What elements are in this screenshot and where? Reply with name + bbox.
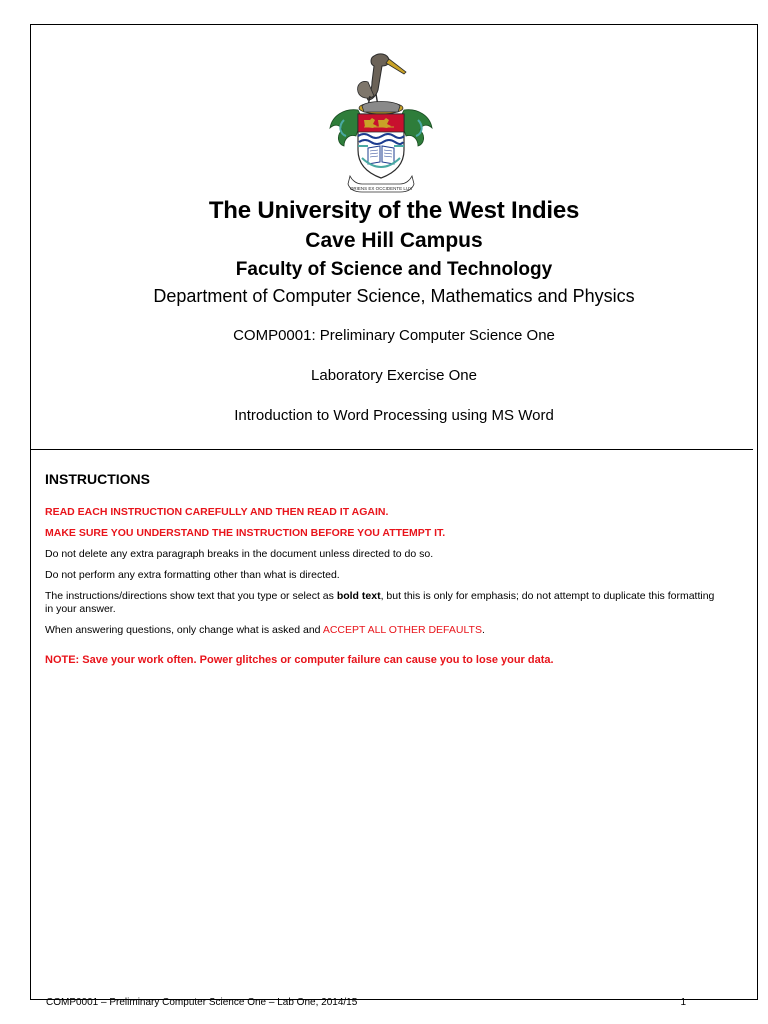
instruction-defaults-emphasis: ACCEPT ALL OTHER DEFAULTS: [322, 624, 482, 636]
instruction-bold-text-part2: , but this is only for emphasis; do not attempt to duplicate this formatting in your answer.: [45, 590, 715, 615]
university-crest-logo: [322, 50, 440, 196]
instruction-bold-text-part1: The instructions/directions show text that you type or select as: [45, 590, 337, 602]
university-title: The University of the West Indies: [208, 197, 580, 224]
footer-page-number: 1: [680, 997, 686, 1008]
instructions-heading: INSTRUCTIONS: [45, 471, 150, 487]
topic-title: Introduction to Word Processing using MS Word: [234, 407, 554, 424]
campus-title: Cave Hill Campus: [305, 229, 483, 252]
instruction-paragraph-breaks: Do not delete any extra paragraph breaks in the document unless directed to do so.: [45, 548, 434, 560]
instruction-understand: MAKE SURE YOU UNDERSTAND THE INSTRUCTION BEFORE YOU ATTEMPT IT.: [45, 527, 446, 539]
crest-motto: ORIENS EX OCCIDENTE LUX: [349, 186, 413, 191]
title-block: [31, 196, 757, 426]
instruction-defaults-part1: When answering questions, only change what is asked and: [45, 624, 323, 636]
section-divider: [31, 449, 753, 450]
lab-title: Laboratory Exercise One: [311, 367, 477, 384]
footer-course-label: COMP0001 – Preliminary Computer Science One – Lab One, 2014/15: [46, 997, 358, 1008]
course-title: COMP0001: Preliminary Computer Science One: [233, 327, 555, 344]
faculty-title: Faculty of Science and Technology: [235, 259, 553, 280]
instruction-extra-formatting: Do not perform any extra formatting other than what is directed.: [45, 569, 340, 581]
instruction-defaults: [45, 624, 725, 637]
instruction-defaults-part2: .: [481, 624, 485, 636]
instruction-bold-text: [45, 590, 725, 616]
instruction-bold-text-emphasis: bold text: [336, 590, 381, 602]
instruction-read-carefully: READ EACH INSTRUCTION CAREFULLY AND THEN READ IT AGAIN.: [45, 506, 389, 518]
save-work-note: NOTE: Save your work often. Power glitches or computer failure can cause you to lose your data.: [45, 654, 554, 666]
pelican-icon: [358, 54, 406, 106]
instructions-section: [45, 470, 725, 667]
department-title: Department of Computer Science, Mathematics and Physics: [153, 286, 635, 306]
